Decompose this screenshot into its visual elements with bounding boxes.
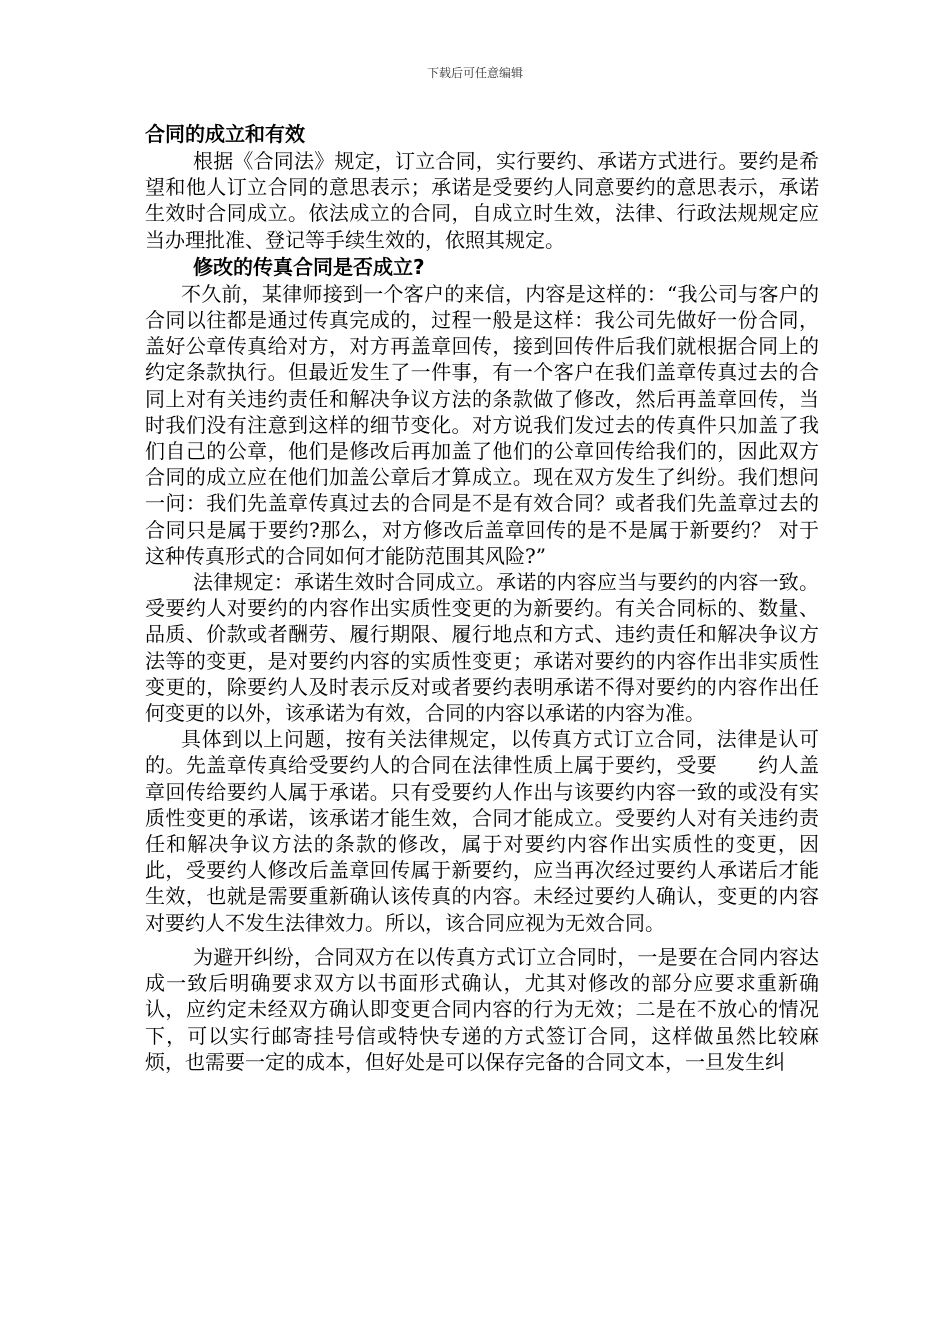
paragraph-client-letter: 不久前，某律师接到一个客户的来信，内容是这样的：“我公司与客户的合同以往都是通过传真完成的，过程一般是这样：我公司先做好一份合同，盖好公章传真给对方，对方再盖章回传，接到回传件后我们就根据合同上的约定条款执行。但最近发生了一件事，有一个客户在我们盖章传真过去的合同上对有关违约责任和解决争议方法的条款做了修改，然后再盖章回传，当时我们没有注意到这样的细节变化。对方说我们发过去的传真件只加盖了我们自己的公章，他们是修改后再加盖了他们的公章回传给我们的，因此双方合同的成立应在他们加盖公章后才算成立。现在双方发生了纠纷。我们想问一问：我们先盖章传真过去的合同是不是有效合同？或者我们先盖章过去的合同只是属于要约?那么，对方修改后盖章回传的是不是属于新要约？ 对于这种传真形式的合同如何才能防范围其风险?” <box>145 281 819 568</box>
section-subtitle: 修改的传真合同是否成立? <box>193 254 425 279</box>
paragraph-advice: 为避开纠纷，合同双方在以传真方式订立合同时，一是要在合同内容达成一致后明确要求双方以书面形式确认，尤其对修改的部分应要求重新确认，应约定未经双方确认即变更合同内容的行为无效；二是在不放心的情况下，可以实行邮寄挂号信或特快专递的方式签订合同，这样做虽然比较麻烦，也需要一定的成本，但好处是可以保存完备的合同文本，一旦发生纠 <box>145 944 819 1074</box>
paragraph-analysis: 具体到以上问题，按有关法律规定，以传真方式订立合同，法律是认可的。先盖章传真给受要约人的合同在法律性质上属于要约，受要 约人盖章回传给要约人属于承诺。只有受要约人作出与该要约内容一致的或没有实质性变更的承诺，该承诺才能生效，合同才能成立。受要约人对有关违约责任和解决争议方法的条款的修改，属于对要约内容作出实质性的变更，因此，受要约人修改后盖章回传属于新要约，应当再次经过要约人承诺后才能生效，也就是需要重新确认该传真的内容。未经过要约人确认，变更的内容对要约人不发生法律效力。所以，该合同应视为无效合同。 <box>145 727 819 935</box>
page-header-note: 下载后可任意编辑 <box>426 66 523 80</box>
document-body <box>145 120 819 1075</box>
paragraph-intro: 根据《合同法》规定，订立合同，实行要约、承诺方式进行。要约是希望和他人订立合同的意思表示；承诺是受要约人同意要约的意思表示，承诺生效时合同成立。依法成立的合同，自成立时生效，法律、行政法规规定应当办理批准、登记等手续生效的，依照其规定。 <box>145 149 819 252</box>
paragraph-legal-provision: 法律规定：承诺生效时合同成立。承诺的内容应当与要约的内容一致。受要约人对要约的内容作出实质性变更的为新要约。有关合同标的、数量、品质、价款或者酬劳、履行期限、履行地点和方式、违约责任和解决争议方法等的变更，是对要约内容的实质性变更；承诺对要约的内容作出非实质性变更的，除要约人及时表示反对或者要约表明承诺不得对要约的内容作出任何变更的以外，该承诺为有效，合同的内容以承诺的内容为准。 <box>145 570 819 726</box>
document-title: 合同的成立和有效 <box>145 122 305 146</box>
